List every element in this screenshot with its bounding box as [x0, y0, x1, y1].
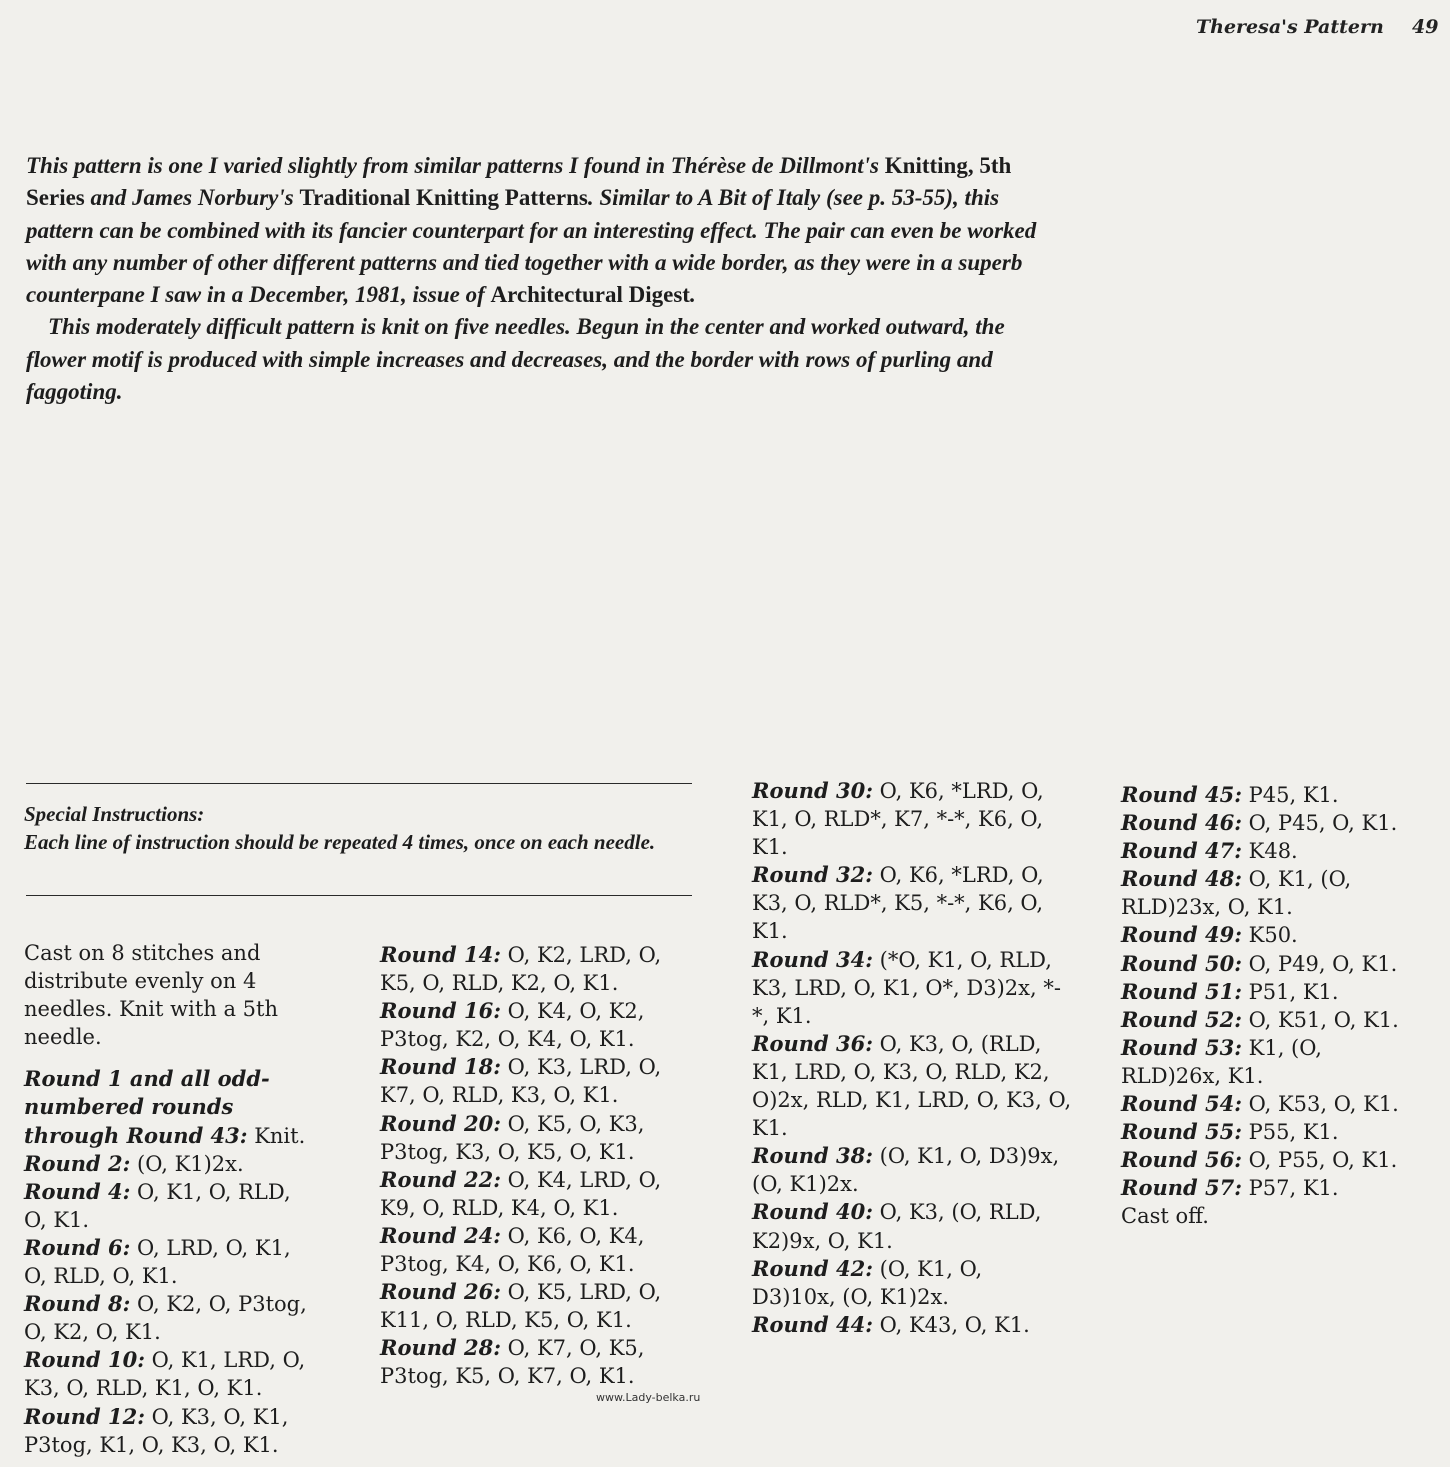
- special-instructions-text: Each line of instruction should be repeated 4 times, once on each needle.: [24, 830, 656, 854]
- cast-off-text: Cast off.: [1121, 1204, 1209, 1229]
- round-label: Round 22:: [380, 1166, 501, 1192]
- round-text: O, K6, *LRD, O, K1, O, RLD*, K7, *-*, K6, O, K1.: [752, 779, 1044, 860]
- round-label: Round 1 and all odd-numbered rounds through Round 43:: [24, 1066, 270, 1148]
- round-text: O, K7, O, K5, P3tog, K5, O, K7, O, K1.: [380, 1336, 645, 1389]
- round-entry: [380, 1222, 670, 1278]
- round-entry: [1121, 921, 1421, 949]
- round-text: O, K2, LRD, O, K5, O, RLD, K2, O, K1.: [380, 943, 662, 996]
- round-text: O, K1, O, RLD, O, K1.: [24, 1179, 291, 1232]
- round-entry: [752, 777, 1072, 861]
- round-text: O, K5, LRD, O, K11, O, RLD, K5, O, K1.: [380, 1280, 662, 1333]
- intro-paragraph-1: [26, 150, 1066, 311]
- round-text: O, K1, LRD, O, K3, O, RLD, K1, O, K1.: [24, 1348, 306, 1401]
- round-label: Round 40:: [752, 1199, 873, 1225]
- round-text: P45, K1.: [1241, 783, 1339, 807]
- round-entry: [752, 946, 1072, 1030]
- round-entry: [1121, 1090, 1421, 1118]
- book-title-traditional: Traditional Knitting Patterns: [299, 185, 588, 211]
- round-label: Round 55:: [1121, 1119, 1242, 1145]
- round-label: Round 8:: [24, 1291, 131, 1317]
- round-text: (O, K1, O, D3)9x, (O, K1)2x.: [752, 1144, 1060, 1197]
- round-text: P57, K1.: [1241, 1176, 1339, 1201]
- round-text: O, K51, O, K1.: [1241, 1007, 1399, 1032]
- round-entry: [1121, 1118, 1421, 1146]
- round-label: Round 46:: [1121, 810, 1242, 836]
- round-entry: [1121, 865, 1421, 921]
- watermark-text: www.Lady-belka.ru: [596, 1391, 701, 1404]
- intro-paragraph-2: This moderately difficult pattern is knit on five needles. Begun in the center and worked outward, the flower motif is produced with simple increases and decreases, and the border with rows of purling and faggoting.: [26, 314, 1005, 405]
- instructions-column-3: [752, 777, 1072, 1339]
- round-entry: [380, 1166, 670, 1222]
- round-entry: [380, 1278, 670, 1334]
- round-label: Round 42:: [752, 1255, 873, 1281]
- round-label: Round 52:: [1121, 1006, 1242, 1032]
- round-text: O, K4, LRD, O, K9, O, RLD, K4, O, K1.: [380, 1167, 662, 1220]
- round-entry: [1121, 1034, 1421, 1090]
- round-entry: [1121, 1174, 1421, 1202]
- special-instructions-heading: Special Instructions:: [24, 802, 205, 826]
- intro-text-run: .: [689, 282, 696, 308]
- round-text: O, K5, O, K3, P3tog, K3, O, K5, O, K1.: [380, 1111, 645, 1164]
- round-entry: [380, 1053, 670, 1109]
- round-label: Round 44:: [752, 1311, 873, 1337]
- round-text: O, P45, O, K1.: [1241, 811, 1398, 836]
- intro-text: [26, 150, 1066, 408]
- round-label: Round 30:: [752, 778, 873, 803]
- book-title-knitting: Knitting, 5th Series: [26, 153, 1012, 211]
- round-label: Round 57:: [1121, 1175, 1242, 1201]
- intro-text-run: and James Norbury's: [84, 185, 300, 211]
- special-instructions: [24, 800, 704, 856]
- round-text: O, K6, *LRD, O, K3, O, RLD*, K5, *-*, K6, O, K1.: [752, 863, 1044, 944]
- round-entry: [752, 1311, 1072, 1339]
- round-entry: [24, 1065, 309, 1149]
- round-text: (O, K1, O, D3)10x, (O, K1)2x.: [752, 1256, 983, 1309]
- round-text: K1, (O, RLD)26x, K1.: [1121, 1035, 1322, 1088]
- round-entry: [752, 1198, 1072, 1254]
- round-label: Round 26:: [380, 1279, 501, 1305]
- round-text: O, K53, O, K1.: [1241, 1092, 1399, 1117]
- round-label: Round 6:: [24, 1234, 131, 1260]
- round-entry: [380, 941, 670, 997]
- round-text: O, K6, O, K4, P3tog, K4, O, K6, O, K1.: [380, 1223, 645, 1277]
- intro-text-run: . Similar to A Bit of Italy (see p. 53-55), this pattern can be combined with its fancier counterpart for an interesting effect. The pair can even be worked with any number of other different patterns and tied together with a wide border, as they were in a superb counterpane I saw in a December, 1981, issue of: [26, 185, 1037, 308]
- intro-text-run: This pattern is one I varied slightly from similar patterns I found in Thérèse de Dillmont's: [26, 153, 885, 178]
- round-label: Round 12:: [24, 1403, 145, 1429]
- round-label: Round 34:: [752, 946, 873, 972]
- round-label: Round 2:: [24, 1150, 131, 1176]
- round-text: O, P55, O, K1.: [1241, 1148, 1398, 1173]
- round-text: O, K3, O, (RLD, K1, LRD, O, K3, O, RLD, K2, O)2x, RLD, K1, LRD, O, K3, O, K1.: [752, 1031, 1072, 1141]
- round-label: Round 50:: [1121, 950, 1242, 976]
- round-text: O, K3, LRD, O, K7, O, RLD, K3, O, K1.: [380, 1055, 662, 1108]
- page-number: 49: [1412, 16, 1439, 38]
- round-text: O, K3, (O, RLD, K2)9x, O, K1.: [752, 1200, 1042, 1253]
- round-entry: [1121, 781, 1421, 809]
- round-label: Round 14:: [380, 942, 501, 967]
- round-entry: [24, 1234, 309, 1290]
- round-text: Knit.: [247, 1123, 306, 1148]
- round-entry: [752, 1255, 1072, 1311]
- round-label: Round 10:: [24, 1347, 145, 1373]
- instructions-column-2: [380, 941, 670, 1391]
- round-text: O, K43, O, K1.: [872, 1312, 1030, 1337]
- round-label: Round 54:: [1121, 1091, 1242, 1117]
- round-text: O, K3, O, K1, P3tog, K1, O, K3, O, K1.: [24, 1404, 289, 1457]
- round-text: P55, K1.: [1241, 1120, 1339, 1145]
- round-text: O, K4, O, K2, P3tog, K2, O, K4, O, K1.: [380, 999, 645, 1052]
- round-label: Round 18:: [380, 1054, 501, 1080]
- round-entry: [1121, 950, 1421, 978]
- round-text: P51, K1.: [1241, 979, 1339, 1004]
- round-text: O, K2, O, P3tog, O, K2, O, K1.: [24, 1292, 307, 1345]
- round-label: Round 38:: [752, 1143, 873, 1169]
- cast-on-text: Cast on 8 stitches and distribute evenly on 4 needles. Knit with a 5th needle.: [24, 941, 278, 1050]
- round-entry: [752, 1142, 1072, 1198]
- round-text: K50.: [1241, 923, 1298, 948]
- round-label: Round 51:: [1121, 978, 1242, 1004]
- round-entry: [24, 1403, 309, 1459]
- round-label: Round 53:: [1121, 1034, 1242, 1060]
- running-header-title: Theresa's Pattern: [1196, 16, 1384, 38]
- round-text: (*O, K1, O, RLD, K3, LRD, O, K1, O*, D3)2x, *-*, K1.: [752, 947, 1061, 1028]
- instructions-column-1: [24, 939, 309, 1459]
- round-label: Round 32:: [752, 862, 873, 888]
- divider-bottom: [26, 895, 692, 896]
- round-label: Round 28:: [380, 1335, 501, 1361]
- round-label: Round 49:: [1121, 922, 1242, 948]
- round-entry: [380, 997, 670, 1053]
- round-text: O, P49, O, K1.: [1241, 951, 1398, 976]
- round-entry: [752, 1030, 1072, 1142]
- round-entry: [24, 1178, 309, 1234]
- divider-top: [26, 783, 692, 784]
- round-entry: [24, 1290, 309, 1346]
- round-entry: [1121, 1006, 1421, 1034]
- round-label: Round 20:: [380, 1110, 501, 1136]
- round-entry: [1121, 809, 1421, 837]
- round-text: K48.: [1241, 839, 1298, 864]
- round-label: Round 24:: [380, 1222, 501, 1248]
- round-entry: [1121, 1146, 1421, 1174]
- round-text: (O, K1)2x.: [130, 1151, 244, 1176]
- round-entry: [1121, 978, 1421, 1006]
- round-label: Round 16:: [380, 998, 501, 1024]
- round-label: Round 48:: [1121, 866, 1242, 892]
- round-entry: [24, 1150, 309, 1178]
- round-entry: [752, 861, 1072, 945]
- round-text: O, LRD, O, K1, O, RLD, O, K1.: [24, 1235, 291, 1289]
- magazine-title: Architectural Digest: [490, 282, 690, 308]
- instructions-column-4: [1121, 781, 1421, 1231]
- round-entry: [24, 1346, 309, 1402]
- round-label: Round 47:: [1121, 838, 1242, 864]
- round-label: Round 56:: [1121, 1147, 1242, 1173]
- round-label: Round 4:: [24, 1178, 131, 1204]
- round-entry: [1121, 837, 1421, 865]
- round-label: Round 36:: [752, 1030, 873, 1056]
- round-entry: [380, 1110, 670, 1166]
- round-entry: [380, 1334, 670, 1390]
- round-text: O, K1, (O, RLD)23x, O, K1.: [1121, 867, 1352, 920]
- round-label: Round 45:: [1121, 782, 1242, 807]
